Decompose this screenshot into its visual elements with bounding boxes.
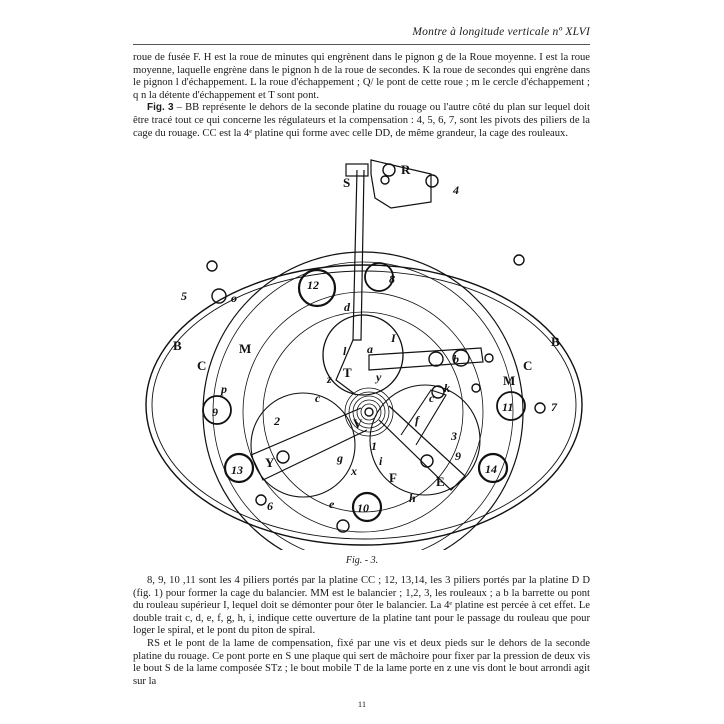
figure-caption: Fig. - 3. — [345, 555, 379, 566]
pivot-4 — [426, 175, 438, 187]
paragraph-fig3-description — [133, 102, 590, 140]
label-h: h — [409, 491, 416, 505]
running-header-title: Montre à longitude verticale nº XLVI — [412, 26, 590, 38]
label-e: e — [329, 497, 335, 511]
running-header — [133, 24, 590, 45]
label-l: l — [343, 344, 347, 358]
pivot-7 — [535, 403, 545, 413]
label-13: 13 — [231, 463, 243, 477]
label-2: 2 — [274, 414, 280, 428]
label-o: o — [231, 291, 237, 305]
label-c-right: c — [429, 391, 435, 405]
pivot-small-left — [207, 261, 217, 271]
label-f: f — [415, 413, 419, 427]
label-E: E — [436, 474, 445, 489]
label-1: 1 — [371, 439, 377, 453]
label-8: 8 — [389, 272, 395, 286]
label-F: F — [389, 470, 397, 485]
paragraph-pillars: 8, 9, 10 ,11 sont les 4 piliers portés par la platine CC ; 12, 13,14, les 3 piliers portés par la platine D D (fig. 1) pour former la cage du balancier. MM est le balancier ; 1,2, 3, les rouleaux ; a b la barrette ou pont du rouleau supérieur I, lequel doit se démonter pour ôter le balancier. La 4ᵉ platine est percée à cet effet. Le double trait c, d, e, f, g, h, i, indique cette ouverture de la platine tant pour le passage du rouleau que pour loger le spiral, et le pont du piton de spiral. — [133, 575, 590, 637]
paragraph-compensation-bridge: RS et le pont de la lame de compensation, fixé par une vis et deux pieds sur le dehors de la seconde platine du rouage. Ce pont porte en S une plaque qui sert de mâchoire pour fixer par la pression de deux vis le bout S de la lame composée STz ; le bout mobile T de la lame porte en z une vis dont le bout arrondi agit sur la — [133, 637, 590, 687]
label-c-left: c — [315, 391, 321, 405]
label-5: 5 — [181, 289, 187, 303]
roller-2-circle — [251, 393, 355, 497]
label-12: 12 — [307, 278, 319, 292]
label-T: T — [343, 365, 352, 380]
right-arm-screw — [421, 455, 433, 467]
label-B-right: B — [551, 334, 560, 349]
label-6: 6 — [267, 499, 273, 513]
label-7: 7 — [551, 400, 557, 414]
label-C-right: C — [523, 358, 533, 373]
label-p: p — [221, 382, 227, 396]
label-14: 14 — [485, 462, 497, 476]
spiral-ring-1 — [361, 404, 377, 420]
label-10: 10 — [357, 501, 369, 515]
plate-cc-circle — [243, 292, 483, 532]
bar-screw — [429, 352, 443, 366]
label-z: z — [327, 372, 332, 386]
label-11: 11 — [502, 400, 514, 414]
label-9b: 9 — [455, 449, 461, 463]
fig3-reference: Fig. 3 — [147, 102, 174, 114]
label-M-right: M — [503, 373, 516, 388]
label-M-left: M — [239, 341, 252, 356]
label-Y: Y — [265, 455, 275, 470]
label-3: 3 — [451, 429, 457, 443]
cage-circle — [263, 312, 463, 512]
roller-3-circle — [370, 385, 480, 495]
pivot-top — [383, 164, 395, 176]
label-S: S — [343, 175, 351, 190]
label-k: k — [444, 381, 450, 395]
label-g: g — [337, 451, 343, 465]
label-a: a — [367, 342, 373, 356]
label-B-left: B — [173, 338, 182, 353]
label-b: b — [453, 352, 459, 366]
label-R: R — [401, 162, 411, 177]
left-arm-screw — [277, 451, 289, 463]
bar-pin — [485, 354, 493, 362]
upper-roller-circle — [323, 315, 403, 395]
top-text-block — [133, 52, 590, 140]
pivot-6 — [256, 495, 266, 505]
label-I: I — [391, 331, 396, 345]
label-C-left: C — [197, 358, 207, 373]
label-y: y — [376, 370, 382, 384]
pivot-right-top — [514, 255, 524, 265]
paragraph-continuation: roue de fusée F. H est la roue de minutes qui engrènent dans le pignon g de la Roue moyenne. I est la roue moyenne, laquelle engrène dans le pignon h de la roue de secondes. K la roue de secondes qui engrène dans le pignon l d'échappement. L la roue d'échappement ; Q/ le pont de cette roue ; m le cercle d'échappement ; q n la détente d'échappement et T sont pont. — [133, 52, 590, 101]
bridge-screw — [381, 176, 389, 184]
label-9: 9 — [212, 405, 218, 419]
label-i: i — [379, 454, 383, 468]
fig3-description-text: – BB représente le dehors de la seconde platine du rouage ou l'autre côté du plan sur lequel doit être tracé tout ce qui concerne les régulateurs et la compensation : 4, 5, 6, 7, sont les pivots des piliers de la cage du rouage. CC est la 4ᵉ platine qui forme avec celle DD, de même grandeur, la cage des rouleaux. — [133, 102, 590, 139]
label-x: x — [351, 464, 357, 478]
label-V: V — [353, 416, 363, 431]
bottom-text-block — [133, 575, 590, 688]
spiral-center — [365, 408, 373, 416]
pivot-k — [472, 384, 480, 392]
label-4: 4 — [453, 183, 459, 197]
watch-mechanism-diagram — [131, 150, 593, 550]
figure-3-drawing — [131, 150, 593, 550]
label-d: d — [344, 300, 350, 314]
page-number: 11 — [357, 699, 367, 709]
